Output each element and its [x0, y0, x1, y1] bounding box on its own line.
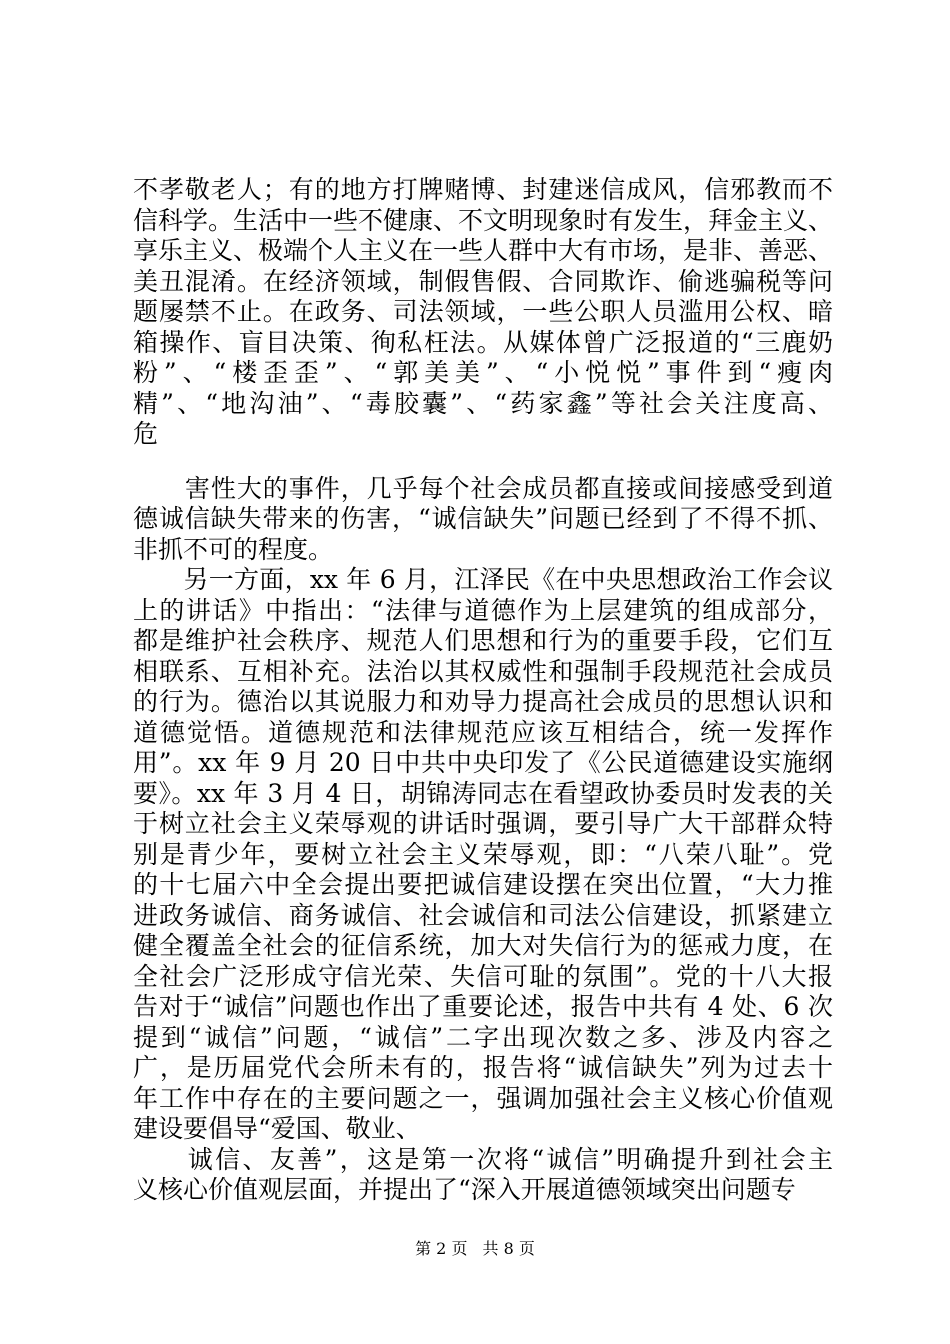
- text-line: 建设要倡导“爱国、敬业、: [133, 1114, 421, 1143]
- text-line: 害性大的事件，几乎每个社会成员都直接或间接感受到道: [133, 473, 833, 503]
- text-line: 别是青少年，要树立社会主义荣辱观，即：“八荣八耻”。党: [133, 839, 833, 869]
- text-line: 美丑混淆。在经济领域，制假售假、合同欺诈、偷逃骗税等问: [133, 266, 833, 296]
- text-line: 用”。xx 年 9 月 20 日中共中央印发了《公民道德建设实施纲: [133, 748, 833, 777]
- text-line: 告对于“诚信”问题也作出了重要论述，报告中共有 4 处、6 次: [133, 992, 833, 1021]
- text-line: 非抓不可的程度。: [133, 534, 334, 564]
- text-line: 诚信、友善”，这是第一次将“诚信”明确提升到社会主: [133, 1144, 833, 1174]
- text-line: 粉”、“楼歪歪”、“郭美美”、“小悦悦”事件到“瘦肉: [133, 358, 833, 387]
- text-line: 的行为。德治以其说服力和劝导力提高社会成员的思想认识和: [133, 687, 833, 716]
- document-body: [133, 175, 833, 1206]
- text-line: 的十七届六中全会提出要把诚信建设摆在突出位置，“大力推: [133, 870, 833, 899]
- paragraph: [133, 565, 833, 1145]
- text-line: 全社会广泛形成守信光荣、失信可耻的氛围”。党的十八大报: [133, 961, 833, 991]
- paragraph: [133, 474, 833, 566]
- text-line: 上的讲话》中指出：“法律与道德作为上层建筑的组成部分，: [133, 595, 833, 625]
- text-line: 信科学。生活中一些不健康、不文明现象时有发生，拜金主义、: [133, 205, 834, 235]
- text-line: 不孝敬老人；有的地方打牌赌博、封建迷信成风，信邪教而不: [133, 175, 833, 204]
- page-number: 第 2 页: [415, 1239, 468, 1258]
- paragraph: [133, 1145, 833, 1206]
- text-line: 另一方面，xx 年 6 月，江泽民《在中央思想政治工作会议: [133, 565, 833, 594]
- paragraph: [133, 175, 833, 450]
- text-line: 危: [133, 419, 159, 448]
- text-line: 德诚信缺失带来的伤害，“诚信缺失”问题已经到了不得不抓、: [133, 504, 833, 533]
- text-line: 题屡禁不止。在政务、司法领域，一些公职人员滥用公权、暗: [133, 297, 833, 326]
- text-line: 精”、“地沟油”、“毒胶囊”、“药家鑫”等社会关注度高、: [133, 388, 833, 418]
- text-line: 道德觉悟。道德规范和法律规范应该互相结合，统一发挥作: [133, 717, 833, 747]
- paragraph-gap: [133, 450, 833, 474]
- text-line: 相联系、互相补充。法治以其权威性和强制手段规范社会成员: [133, 656, 833, 686]
- page-total: 共 8 页: [482, 1239, 535, 1258]
- text-line: 享乐主义、极端个人主义在一些人群中大有市场，是非、善恶、: [133, 236, 834, 265]
- text-line: 提到“诚信”问题，“诚信”二字出现次数之多、涉及内容之: [133, 1022, 833, 1052]
- text-line: 都是维护社会秩序、规范人们思想和行为的重要手段，它们互: [133, 626, 833, 655]
- text-line: 义核心价值观层面，并提出了“深入开展道德领域突出问题专: [133, 1175, 796, 1204]
- page-footer: [0, 1239, 950, 1259]
- text-line: 要》。xx 年 3 月 4 日，胡锦涛同志在看望政协委员时发表的关: [133, 778, 833, 808]
- text-line: 年工作中存在的主要问题之一，强调加强社会主义核心价值观: [133, 1083, 833, 1113]
- text-line: 箱操作、盲目决策、徇私枉法。从媒体曾广泛报道的“三鹿奶: [133, 327, 833, 357]
- text-line: 广，是历届党代会所未有的，报告将“诚信缺失”列为过去十: [133, 1053, 833, 1082]
- text-line: 进政务诚信、商务诚信、社会诚信和司法公信建设，抓紧建立: [133, 900, 833, 930]
- text-line: 于树立社会主义荣辱观的讲话时强调，要引导广大干部群众特: [133, 809, 833, 838]
- text-line: 健全覆盖全社会的征信系统，加大对失信行为的惩戒力度，在: [133, 931, 833, 960]
